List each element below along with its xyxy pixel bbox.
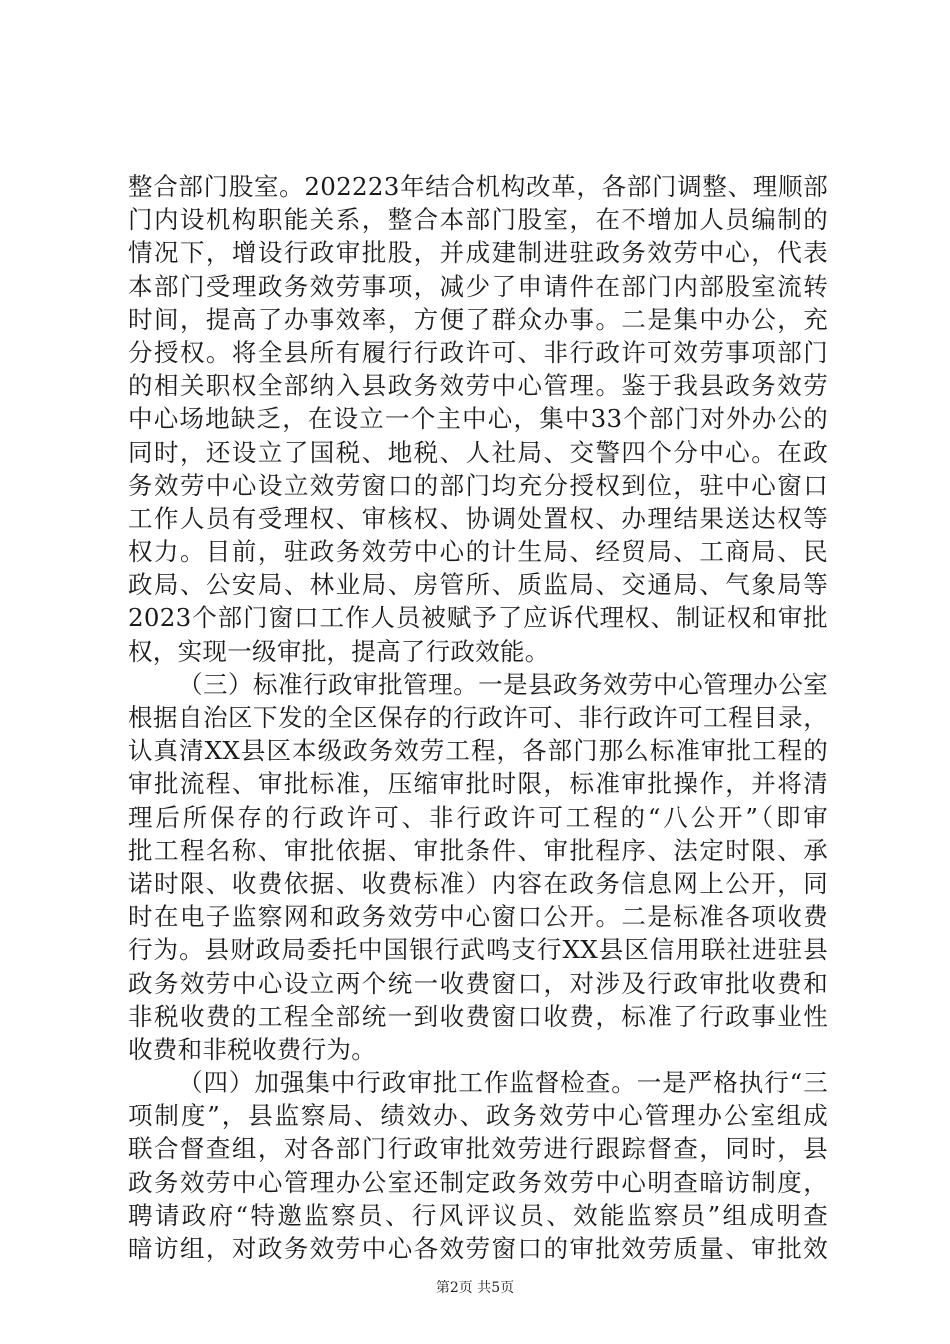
- text-line: 收费和非税收费行为。: [128, 1034, 376, 1064]
- text-line: 务效劳中心设立效劳窗口的部门均充分授权到位，驻中心窗口: [128, 470, 828, 500]
- text-line: 批工程名称、审批依据、审批条件、审批程序、法定时限、承: [128, 835, 828, 865]
- text-line: 分授权。将全县所有履行行政许可、非行政许可效劳事项部门: [128, 337, 828, 367]
- text-line: 门内设机构职能关系，整合本部门股室，在不增加人员编制的: [128, 205, 828, 235]
- text-line: 项制度”，县监察局、绩效办、政务效劳中心管理办公室组成: [128, 1101, 828, 1131]
- text-line: 根据自治区下发的全区保存的行政许可、非行政许可工程目录，: [128, 703, 828, 732]
- text-line: 审批流程、审批标准，压缩审批时限，标准审批操作，并将清: [128, 769, 828, 799]
- text-line: 的相关职权全部纳入县政务效劳中心管理。鉴于我县政务效劳: [128, 371, 828, 401]
- text-line: 时间，提高了办事效率，方便了群众办事。二是集中办公，充: [128, 304, 828, 334]
- text-line: 工作人员有受理权、审核权、协调处置权、办理结果送达权等: [128, 503, 828, 533]
- text-line: 联合督查组，对各部门行政审批效劳进行跟踪督查，同时，县: [128, 1134, 828, 1164]
- text-line: 诺时限、收费依据、收费标准）内容在政务信息网上公开，同: [128, 868, 828, 898]
- text-line: 政务效劳中心管理办公室还制定政务效劳中心明查暗访制度，: [128, 1167, 828, 1197]
- text-line: 行为。县财政局委托中国银行武鸣支行XX县区信用联社进驻县: [128, 935, 828, 965]
- section-heading-line: （三）标准行政审批管理。一是县政务效劳中心管理办公室: [178, 669, 828, 699]
- page-number-footer: 第2页 共5页: [435, 1280, 515, 1296]
- text-line: 同时，还设立了国税、地税、人社局、交警四个分中心。在政: [128, 437, 828, 467]
- text-line: 2023个部门窗口工作人员被赋予了应诉代理权、制证权和审批: [128, 603, 828, 633]
- text-line: 本部门受理政务效劳事项，减少了申请件在部门内部股室流转: [128, 271, 828, 301]
- text-line: 权力。目前，驻政务效劳中心的计生局、经贸局、工商局、民: [128, 537, 828, 567]
- text-line: 权，实现一级审批，提高了行政效能。: [128, 636, 550, 666]
- text-line: 聘请政府“特邀监察员、行风评议员、效能监察员”组成明查: [128, 1200, 828, 1230]
- text-line: 理后所保存的行政许可、非行政许可工程的“八公开”（即审: [128, 802, 828, 832]
- text-line: 暗访组，对政务效劳中心各效劳窗口的审批效劳质量、审批效: [128, 1234, 828, 1263]
- text-line: 整合部门股室。202223年结合机构改革，各部门调整、理顺部: [128, 172, 828, 201]
- text-line: 政局、公安局、林业局、房管所、质监局、交通局、气象局等: [128, 570, 828, 600]
- text-line: 情况下，增设行政审批股，并成建制进驻政务效劳中心，代表: [128, 238, 828, 268]
- text-line: 认真清XX县区本级政务效劳工程，各部门那么标准审批工程的: [128, 736, 828, 766]
- text-line: 中心场地缺乏，在设立一个主中心，集中33个部门对外办公的: [128, 404, 828, 434]
- text-line: 时在电子监察网和政务效劳中心窗口公开。二是标准各项收费: [128, 902, 828, 932]
- text-line: 非税收费的工程全部统一到收费窗口收费，标准了行政事业性: [128, 1001, 828, 1031]
- text-line: 政务效劳中心设立两个统一收费窗口，对涉及行政审批收费和: [128, 968, 828, 998]
- section-heading-line: （四）加强集中行政审批工作监督检查。一是严格执行“三: [178, 1068, 828, 1098]
- body-text: [128, 170, 828, 1265]
